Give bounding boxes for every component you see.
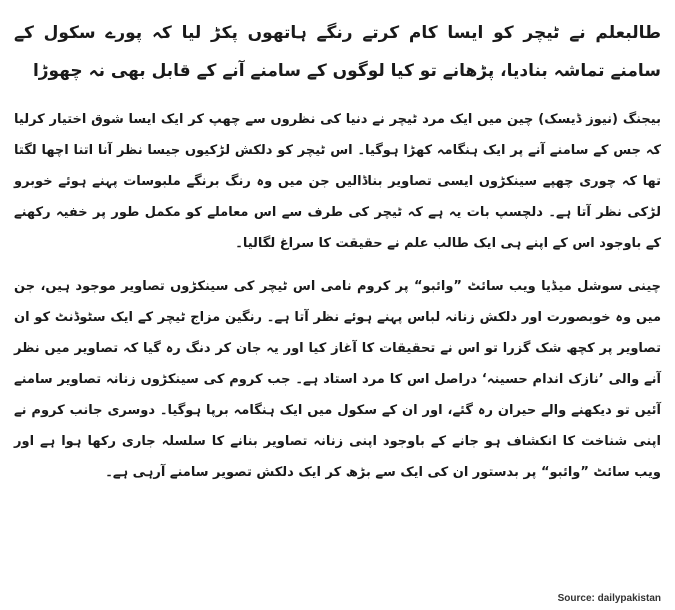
article-paragraph-1: بیجنگ (نیوز ڈیسک) چین میں ایک مرد ٹیچر نے دنیا کی نظروں سے چھپ کر ایک ایسا شوق اختیار کرلیا کہ جس کے سامنے آنے پر ایک ہنگامہ کھڑا ہوگیا۔ اس ٹیچر کو دلکش لڑکیوں جیسا نظر آنا اتنا اچھا لگتا تھا کہ چوری چھپے سینکڑوں ایسی تصاویر بناڈالیں جن میں وہ رنگ برنگے ملبوسات پہنے ہوئے خوبرو لڑکی نظر آتا ہے۔ دلچسپ بات یہ ہے کہ ٹیچر کی طرف سے اس معاملے کو مکمل طور پر خفیہ رکھنے کے باوجود اس کے اپنے ہی ایک طالب علم نے حقیقت کا سراغ لگالیا۔: [14, 112, 661, 251]
article-headline: طالبعلم نے ٹیچر کو ایسا کام کرتے رنگے ہاتھوں پکڑ لیا کہ پورے سکول کے سامنے تماشہ بنادیا، پڑھانے تو کیا لوگوں کے سامنے آنے کے قابل بھی نہ چھوڑا: [14, 23, 661, 81]
source-credit: Source: dailypakistan: [557, 593, 661, 604]
article-paragraph-2: چینی سوشل میڈیا ویب سائٹ ”وائبو“ پر کروم نامی اس ٹیچر کی سینکڑوں تصاویر موجود ہیں، جن میں وہ خوبصورت اور دلکش زنانہ لباس پہنے ہوئے نظر آتا ہے۔ رنگین مزاج ٹیچر کے ایک سٹوڈنٹ کو ان تصاویر پر کچھ شک گزرا تو اس نے تحقیقات کا آغاز کیا اور یہ جان کر دنگ رہ گیا کہ تصاویر میں نظر آنے والی ’نازک اندام حسینہ‘ دراصل اس کا مرد استاد ہے۔ جب کروم کی سینکڑوں زنانہ تصاویر سامنے آئیں تو دیکھنے والے حیران رہ گئے، اور ان کے سکول میں ایک ہنگامہ برپا ہوگیا۔ دوسری جانب کروم نے اپنی شناخت کا انکشاف ہو جانے کے باوجود اپنی زنانہ تصاویر بنانے کا سلسلہ جاری رکھا ہوا ہے اور ویب سائٹ ”وائبو“ پر بدستور ان کی ایک سے بڑھ کر ایک دلکش تصویر سامنے آرہی ہے۔: [14, 279, 661, 480]
